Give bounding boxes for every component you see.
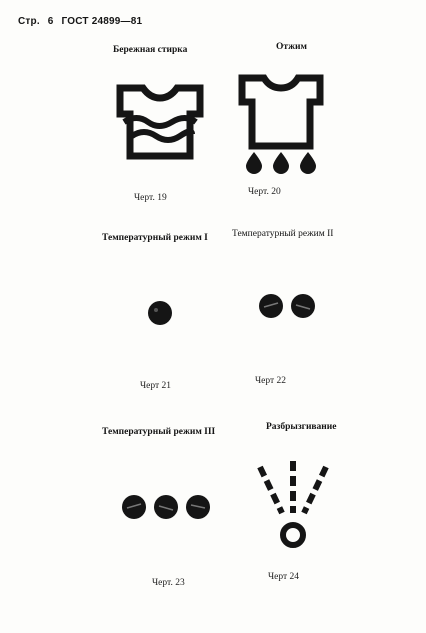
standard-number: ГОСТ 24899—81 <box>61 16 143 27</box>
spin-shirt-drops-icon <box>236 72 328 178</box>
figure-21-caption: Черт 21 <box>140 381 172 391</box>
figure-21-title: Температурный режим I <box>102 233 208 243</box>
three-dots-icon <box>120 493 212 521</box>
figure-24-title: Разбрызгивание <box>266 422 337 432</box>
figure-23-title: Температурный режим III <box>102 427 216 437</box>
figure-19-title: Бережная стирка <box>113 45 188 55</box>
page-number: 6 <box>47 16 54 27</box>
figure-22-title: Температурный режим II <box>232 229 334 239</box>
one-dot-icon <box>147 300 173 326</box>
page-label: Стр. <box>18 16 40 27</box>
figure-19-caption: Черт. 19 <box>134 193 167 203</box>
figure-23-caption: Черт. 23 <box>152 578 185 588</box>
figure-24-caption: Черт 24 <box>268 572 300 582</box>
spray-icon <box>250 459 336 551</box>
figure-20-caption: Черт. 20 <box>248 187 281 197</box>
two-dots-icon <box>258 293 316 319</box>
page-header <box>18 16 147 27</box>
gentle-wash-shirt-icon <box>110 84 210 164</box>
figure-22-caption: Черт 22 <box>255 376 287 386</box>
figure-20-title: Отжим <box>276 42 308 52</box>
